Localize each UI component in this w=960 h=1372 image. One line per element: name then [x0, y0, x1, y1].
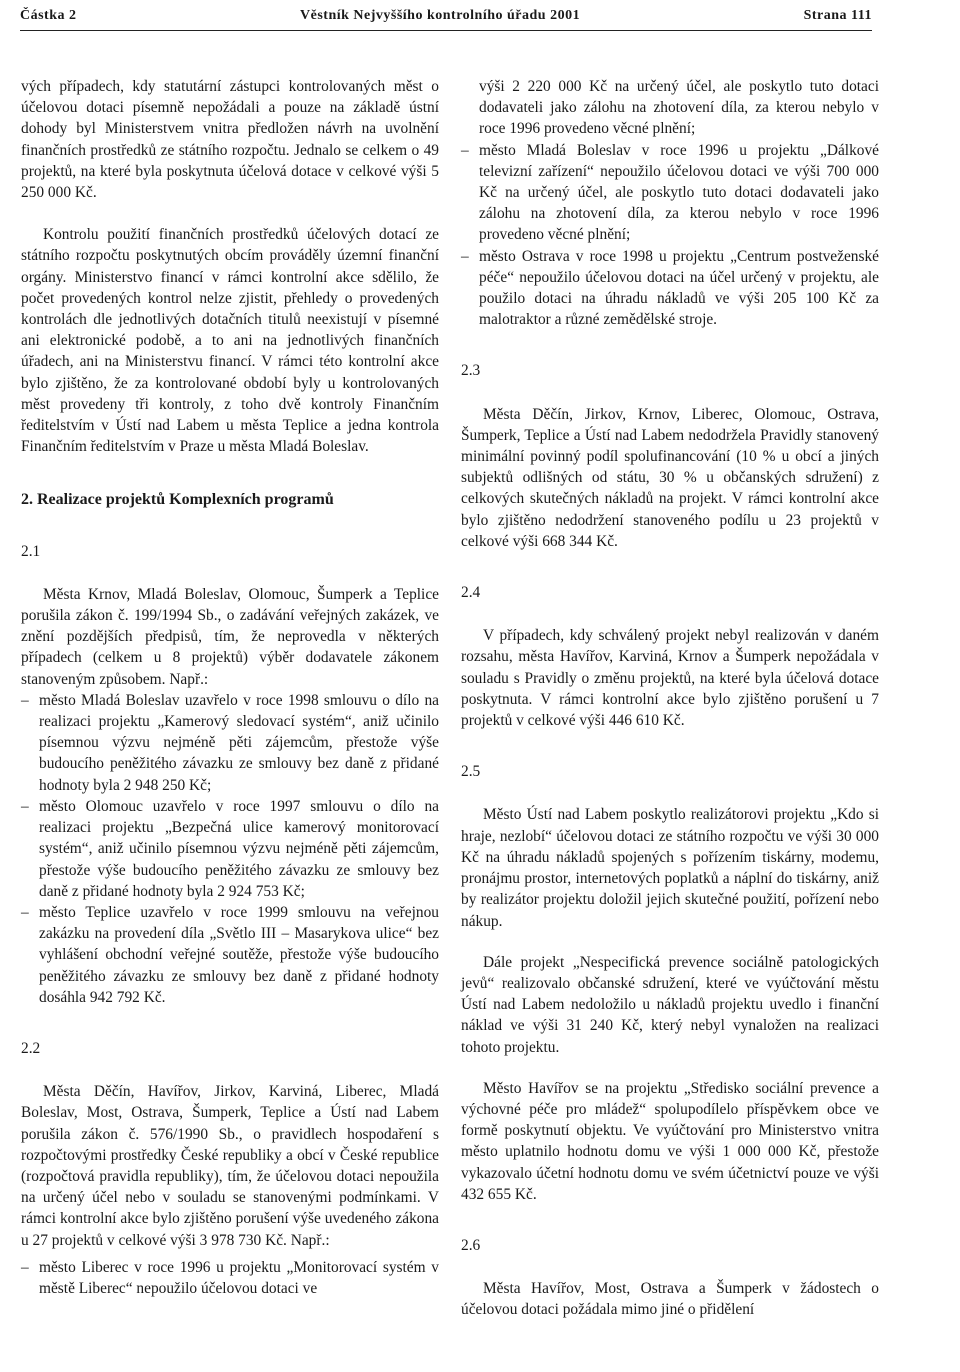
page-header [20, 3, 872, 29]
right-column [461, 76, 879, 1321]
list-item: – město Teplice uzavřelo v roce 1999 smlouvu na veřejnou zakázku na provedení díla „Světlo III – Masarykova ulice“ bez vyhlášení obchodní veřejné soutěže, přestože výše budoucího peněžitého závazku ze smlouvy bez daně z přidané hodnoty dosáhla 942 792 Kč. [21, 903, 439, 1006]
header-rule [20, 30, 872, 31]
subsection-paragraph: Města Havířov, Most, Ostrava a Šumperk v žádostech o účelovou dotaci požádala mimo jiné o přidělení [461, 1280, 879, 1319]
subsection-paragraph: Města Krnov, Mladá Boleslav, Olomouc, Šumperk a Teplice porušila zákon č. 199/1994 Sb., o zadávání veřejných zakázek, ve znění pozdějších předpisů, tím, že neprovedla v některých případech (celkem u 8 projektů) výběr dodavatele zákonem stanoveným způsobem. Např.: [21, 585, 439, 688]
subsection-paragraph: Dále projekt „Nespecifická prevence sociálně patologických jevů“ realizovalo občanské sdružení, které ve vyúčtování městu Ústí nad Labem nedoložilo u nákladů projektu uvedlo i finanční náklad ve výši 31 240 Kč, který nebyl vynaložen na realizaci tohoto projektu. [461, 953, 879, 1056]
left-column [21, 76, 439, 1299]
page-number: Strana 111 [803, 8, 872, 23]
subsection-number: 2.1 [21, 542, 41, 560]
continued-paragraph: výši 2 220 000 Kč na určený účel, ale poskytlo tuto dotaci dodavateli jako zálohu na zhotovení díla, za kterou nebylo v roce 1996 provedeno věcné plnění; [479, 78, 879, 138]
list-item: – město Olomouc uzavřelo v roce 1997 smlouvu o dílo na realizaci projektu „Bezpečná ulice kamerový monitorovací systém“, aniž učinilo písemnou výzvu nejméně pěti zájemcům, přestože výše budoucího peněžitého závazku ze smlouvy bez daně z přidané hodnoty byla 2 924 753 Kč; [21, 797, 439, 900]
subsection-number: 2.5 [461, 763, 481, 781]
subsection-number: 2.6 [461, 1236, 481, 1254]
subsection-paragraph: Města Děčín, Havířov, Jirkov, Karviná, Liberec, Mladá Boleslav, Most, Ostrava, Šumperk, Teplice a Ústí nad Labem porušila zákon č. 576/1990 Sb., o pravidlech hospodaření s rozpočtovými prostředky České republiky a obcí v České republice (rozpočtová pravidla republiky), tím, že účelovou dotaci nepoužila na určený účel nebo v souladu se stanovenými podmínkami. V rámci kontrolní akce bylo zjištěno porušení výše uvedeného zákona u 27 projektů v celkové výši 3 978 730 Kč. Např.: [21, 1083, 439, 1249]
list-item: – město Ostrava v roce 1998 u projektu „Centrum postveženské péče“ nepoužilo účelovou dotaci na účel určený v projektu, ale použilo dotaci na úhradu nákladů ve výši 205 100 Kč za malotraktor a různé zemědělské stroje. [461, 247, 879, 329]
list-item: – město Mladá Boleslav v roce 1996 u projektu „Dálkové televizní zařízení“ nepoužilo účelovou dotaci ve výši 700 000 Kč na určený účel, ale poskytlo tuto dotaci dodavateli jako zálohu na zhotovení díla, za kterou nebylo v roce 1996 provedeno věcné plnění; [461, 141, 879, 244]
subsection-number: 2.3 [461, 362, 481, 380]
subsection-paragraph: V případech, kdy schválený projekt nebyl realizován v daném rozsahu, města Havířov, Karviná, Krnov a Šumperk nepožádala v souladu s Pravidly o změnu projektů, na které byla účelová dotace poskytnuta. V rámci kontrolní akce bylo zjištěno porušení u 7 projektů v celkové výši 446 610 Kč. [461, 627, 879, 730]
section-heading: 2. Realizace projektů Komplexních programů [21, 491, 334, 509]
subsection-paragraph: Město Ústí nad Labem poskytlo realizátorovi projektu „Kdo si hraje, nezlobí“ účelovou dotaci ze státního rozpočtu ve výši 30 000 Kč na úhradu nákladů spojených s pořízením tiskárny, modemu, pronájmu prostor, internetových poplatků a náplní do tiskárny, aniž by realizátor projektu doložil jejich skutečné použití, pořízení nebo nákup. [461, 806, 879, 930]
issue-number: Částka 2 [20, 8, 77, 23]
intro-paragraph: vých případech, kdy statutární zástupci kontrolovaných měst o účelovou dotaci písemně nepožádali a pouze na základě ústní dohody byl Ministerstvem vnitra předložen návrh na uvolnění finančních prostředků ze státního rozpočtu. Jednalo se celkem o 49 projektů, na které byla poskytnuta účelová dotace v celkové výši 5 250 000 Kč. [21, 78, 439, 202]
control-paragraph: Kontrolu použití finančních prostředků účelových dotací ze státního rozpočtu poskytnutých obcím prováděly územní finanční orgány. Ministerstvo financí v rámci kontrolní akce sdělilo, že počet provedených kontrol nelze zjistit, přehledy o provedených kontrolách dle jednotlivých dotačních titulů neexistují v písemné ani elektronické podobě, a to ani na jednotlivých finančních úřadech, ani na Ministerstvu financí. V rámci této kontrolní akce bylo zjištěno, že za kontrolované období byly u kontrolovaných měst provedeny tři kontroly, z toho dvě kontroly Finančním ředitelstvím v Ústí nad Labem u města Teplice a jedna kontrola Finančním ředitelstvím v Praze u města Mladá Boleslav. [21, 226, 439, 456]
list-item: – město Mladá Boleslav uzavřelo v roce 1998 smlouvu o dílo na realizaci projektu „Kamerový sledovací systém“, aniž učinilo písemnou výzvu nejméně pěti zájemcům, přestože výše budoucího peněžitého závazku ze smlouvy bez daně z přidané hodnoty byla 2 948 250 Kč; [21, 691, 439, 794]
subsection-number: 2.2 [21, 1039, 41, 1057]
list-item: – město Liberec v roce 1996 u projektu „Monitorovací systém v městě Liberec“ nepoužilo účelovou dotaci ve [21, 1258, 439, 1297]
subsection-paragraph: Město Havířov se na projektu „Středisko sociální prevence a výchovné péče pro mládež“ spolupodílelo příspěvkem obce ve formě poskytnutí objektu. Ve vyúčtování pro Ministerstvo vnitra město uplatnilo hodnotu domu ve výši 1 000 000 Kč, přestože vykazovalo účetní hodnotu domu ve svém účetnictví pouze ve výši 432 655 Kč. [461, 1079, 879, 1203]
journal-title: Věstník Nejvyššího kontrolního úřadu 2001 [300, 8, 581, 23]
subsection-paragraph: Města Děčín, Jirkov, Krnov, Liberec, Olomouc, Ostrava, Šumperk, Teplice a Ústí nad Labem nedodržela Pravidly stanovený minimální povinný podíl spolufinancování (10 % u obcí a jiných subjektů odlišných od státu, 30 % u občanských sdružení) z celkových skutečných nákladů na projekt. V rámci kontrolní akce bylo zjištěno nedodržení stanoveného podílu u 23 projektů v celkové výši 668 344 Kč. [461, 405, 879, 550]
subsection-number: 2.4 [461, 584, 481, 602]
